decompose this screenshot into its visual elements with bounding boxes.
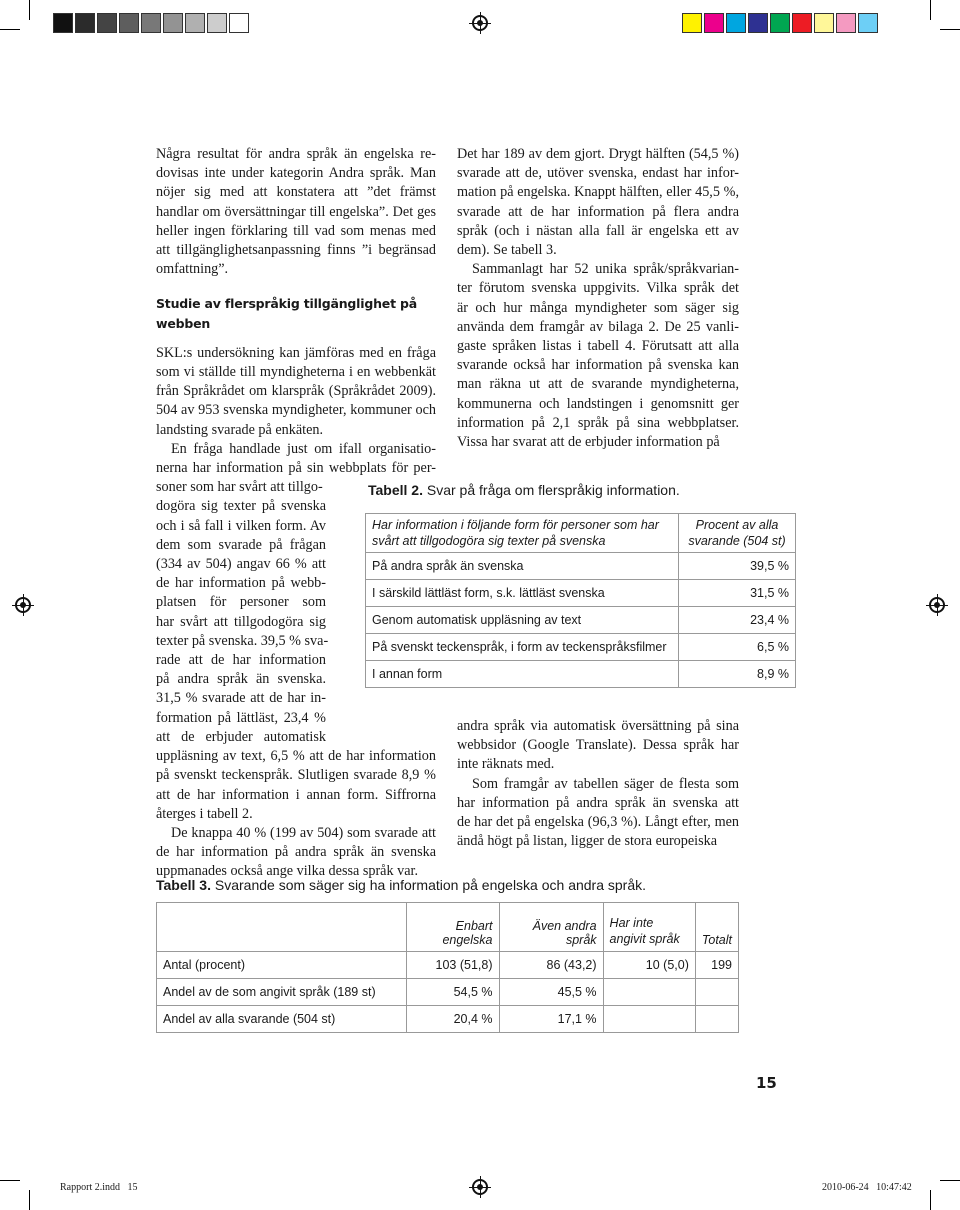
table-cell-value: 8,9 % (679, 661, 796, 688)
right-column-bottom (457, 717, 739, 851)
text-line: Sammanlagt har 52 unika språk/språkvarian- (472, 261, 739, 278)
text-line: Som framgår av tabellen säger de flesta som (472, 775, 739, 792)
caption-label: Tabell 2. (368, 482, 423, 498)
color-swatch (53, 13, 73, 33)
table-cell-value: 6,5 % (679, 634, 796, 661)
crop-mark (930, 0, 931, 20)
text-line: på svenskt teckenspråk. Slutligen svarade 8,9 % (156, 767, 436, 784)
table-cell-value: 199 (695, 952, 738, 979)
text-line: de har information på webb- (156, 575, 326, 592)
registration-mark-icon (929, 597, 945, 613)
table-header-cell: Även andra språk (499, 903, 603, 952)
text-line: och i så fall i vilken form. Av (156, 517, 326, 534)
table-2-caption (368, 482, 680, 498)
text-line: andra språk via automatisk översättning på sina (457, 718, 739, 734)
header-line: Procent av alla (695, 518, 779, 532)
gray-swatch-bar (53, 13, 251, 33)
slug-right: 2010-06-24 10:47:42 (822, 1182, 912, 1193)
text-line: webbsidor (Google Translate). Dessa språk har (457, 737, 739, 754)
paragraph (457, 775, 739, 852)
table-cell-value: 54,5 % (406, 979, 499, 1006)
table-cell-value (603, 979, 695, 1006)
paragraph (457, 717, 739, 775)
color-swatch-bar (682, 13, 880, 33)
text-line: Det har 189 av dem gjort. Drygt hälften (54,5 %) (457, 146, 739, 162)
text-line: (334 av 504) angav 66 % att (156, 556, 326, 573)
text-line: använda dem framgår av bilaga 2. De 25 vanli- (457, 318, 739, 335)
table-cell-label: I särskild lättläst form, s.k. lättläst svenska (366, 580, 679, 607)
table-cell-value: 17,1 % (499, 1006, 603, 1033)
text-line: uppmanades också ange vilka dessa språk var. (156, 863, 418, 880)
table-cell-label: På svenskt teckenspråk, i form av teckenspråksfilmer (366, 634, 679, 661)
text-line: gaste språken listas i tabell 4. Förutsatt att alla (457, 338, 739, 355)
text-line: En fråga handlade just om ifall organisatio- (171, 440, 436, 457)
text-line: att de erbjuder automatisk (156, 728, 326, 745)
text-line: heller ingen förklaring till vad som menas med (156, 222, 436, 239)
table-cell-value: 20,4 % (406, 1006, 499, 1033)
text-line: ändå högt på listan, ligger de stora europeiska (457, 833, 718, 850)
color-swatch (97, 13, 117, 33)
table-header-row (366, 514, 796, 553)
table-cell-label: På andra språk än svenska (366, 553, 679, 580)
text-line: rade att de har information (156, 652, 326, 669)
text-line: svarande också har information på svenska kan (457, 357, 739, 374)
text-line: omfattning”. (156, 261, 229, 278)
text-line: Några resultat för andra språk än engelska re- (156, 146, 436, 162)
text-line: 504 av 953 svenska myndigheter, kommuner och (156, 402, 436, 419)
color-swatch (836, 13, 856, 33)
text-line: inte räknats med. (457, 756, 555, 773)
page-number: 15 (756, 1074, 777, 1092)
table-row (157, 979, 739, 1006)
header-line: Har information i följande form för personer som har (372, 518, 659, 532)
text-line: som vi ställde till myndigheterna i en webbenkät (156, 364, 436, 381)
color-swatch (682, 13, 702, 33)
color-swatch (814, 13, 834, 33)
registration-mark-icon (472, 1179, 488, 1195)
text-line: uppläsning av text, 6,5 % att de har information (156, 748, 436, 765)
table-row (157, 1006, 739, 1033)
text-line: språk (och i nästan alla fall är engelska ett av (457, 222, 739, 239)
text-line: de har det på engelska (96,3 %). Långt efter, men (457, 814, 739, 831)
caption-text: Svar på fråga om flerspråkig information. (422, 482, 680, 498)
color-swatch (792, 13, 812, 33)
section-heading: Studie av flerspråkig tillgänglighet på webben (156, 296, 417, 331)
table-header-cell (157, 903, 407, 952)
color-swatch (119, 13, 139, 33)
text-line: svarade att de, utöver svenska, endast har infor- (457, 165, 739, 182)
crop-mark (940, 29, 960, 30)
text-line: information på 2,1 språk på sina webbplatser. (457, 414, 739, 431)
paragraph (156, 344, 436, 440)
text-line: ter förutom svenska uppgivits. Vilka språk det (457, 280, 739, 297)
text-line: soner som har svårt att tillgo- (156, 479, 323, 496)
text-line: från Språkrådet om klarspråk (Språkrådet 2009). (156, 383, 436, 400)
table-header-cell (679, 514, 796, 553)
text-line: dem). Se tabell 3. (457, 242, 557, 259)
text-line: Vissa har svarat att de erbjuder information på (457, 434, 720, 451)
crop-mark (29, 1190, 30, 1210)
table-cell-value: 45,5 % (499, 979, 603, 1006)
color-swatch (163, 13, 183, 33)
crop-mark (0, 1180, 20, 1181)
text-line: dem som svarade på frågan (156, 536, 326, 553)
table-cell-value: 103 (51,8) (406, 952, 499, 979)
caption-label: Tabell 3. (156, 877, 211, 893)
registration-mark-icon (15, 597, 31, 613)
table-row (366, 553, 796, 580)
paragraph (457, 145, 739, 260)
text-line: kommunerna och landstingen i genomsnitt ger (457, 395, 739, 412)
table-cell-value: 39,5 % (679, 553, 796, 580)
color-swatch (229, 13, 249, 33)
paragraph (156, 145, 436, 279)
text-line: har information på andra språk än svenska att (457, 794, 739, 811)
text-line: platsen för personer som (156, 594, 326, 611)
table-header-cell: Totalt (695, 903, 738, 952)
color-swatch (185, 13, 205, 33)
color-swatch (141, 13, 161, 33)
table-cell-value: 86 (43,2) (499, 952, 603, 979)
text-line: handlar om översättningar till engelska”. Det ges (156, 203, 436, 220)
crop-mark (0, 29, 20, 30)
table-3-caption (156, 877, 646, 893)
text-line: formation på lättläst, 23,4 % (156, 709, 326, 726)
table-header-cell: Enbart engelska (406, 903, 499, 952)
crop-mark (930, 1190, 931, 1210)
color-swatch (770, 13, 790, 33)
color-swatch (207, 13, 227, 33)
text-line: landsting svarade på enkäten. (156, 421, 324, 438)
header-line: svårt att tillgodogöra sig texter på svenska (372, 534, 606, 548)
table-cell-value (695, 1006, 738, 1033)
color-swatch (704, 13, 724, 33)
table-row (157, 952, 739, 979)
color-swatch (75, 13, 95, 33)
crop-mark (29, 0, 30, 20)
table-row (366, 634, 796, 661)
table-header-row (157, 903, 739, 952)
text-line: mation på engelska. Knappt hälften, eller 45,5 %, (457, 184, 739, 201)
crop-mark (940, 1180, 960, 1181)
table-cell-value: 31,5 % (679, 580, 796, 607)
color-swatch (726, 13, 746, 33)
header-line: svarande (504 st) (688, 534, 786, 548)
text-line: de har information på andra språk än svenska (156, 844, 436, 861)
text-line: 31,5 % svarade att de har in- (156, 690, 326, 707)
table-cell-value: 10 (5,0) (603, 952, 695, 979)
text-line: på andra språk än svenska. (156, 671, 326, 688)
table-row (366, 607, 796, 634)
text-line: har svårt att tillgodogöra sig (156, 613, 326, 630)
text-line: texter på svenska. 39,5 % sva- (156, 632, 329, 649)
table-cell-value: 23,4 % (679, 607, 796, 634)
text-line: att tillgänglighetsanpassning finns ”i begränsad (156, 242, 436, 259)
text-line: dogöra sig texter på svenska (156, 498, 326, 515)
table-cell-label: Genom automatisk uppläsning av text (366, 607, 679, 634)
table-header-cell (603, 903, 695, 952)
color-swatch (748, 13, 768, 33)
text-line: är och hur många myndigheter som säger sig (457, 299, 739, 316)
caption-text: Svarande som säger sig ha information på engelska och andra språk. (210, 877, 647, 893)
color-swatch (858, 13, 878, 33)
text-line: nerna har information på sin webbplats för per- (156, 460, 436, 477)
text-line: svarade att de har information på flera andra (457, 203, 739, 220)
table-cell-value (603, 1006, 695, 1033)
table-row (366, 661, 796, 688)
registration-mark-icon (472, 15, 488, 31)
text-line: dovisas inte under kategorin Andra språk. Man (156, 165, 436, 182)
table-2 (365, 513, 796, 688)
header-line: angivit språk (609, 932, 680, 946)
paragraph (457, 260, 739, 452)
text-line: man räkna ut att de svarande myndigheterna, (457, 376, 739, 393)
table-cell-label: I annan form (366, 661, 679, 688)
text-line: nöjer sig med att konstatera att ”det främst (156, 184, 436, 201)
right-column-top (457, 145, 739, 452)
header-line: Har inte (609, 916, 654, 930)
table-3 (156, 902, 739, 1033)
text-line: SKL:s undersökning kan jämföras med en fråga (156, 344, 436, 361)
table-cell-label: Andel av alla svarande (504 st) (157, 1006, 407, 1033)
table-header-cell (366, 514, 679, 553)
text-line: återges i tabell 2. (156, 805, 253, 822)
text-line: att de har information i annan form. Siffrorna (156, 786, 436, 803)
paragraph (156, 824, 436, 882)
slug-left: Rapport 2.indd 15 (60, 1182, 138, 1193)
table-cell-value (695, 979, 738, 1006)
table-cell-label: Antal (procent) (157, 952, 407, 979)
text-line: De knappa 40 % (199 av 504) som svarade att (171, 824, 436, 841)
table-row (366, 580, 796, 607)
table-cell-label: Andel av de som angivit språk (189 st) (157, 979, 407, 1006)
